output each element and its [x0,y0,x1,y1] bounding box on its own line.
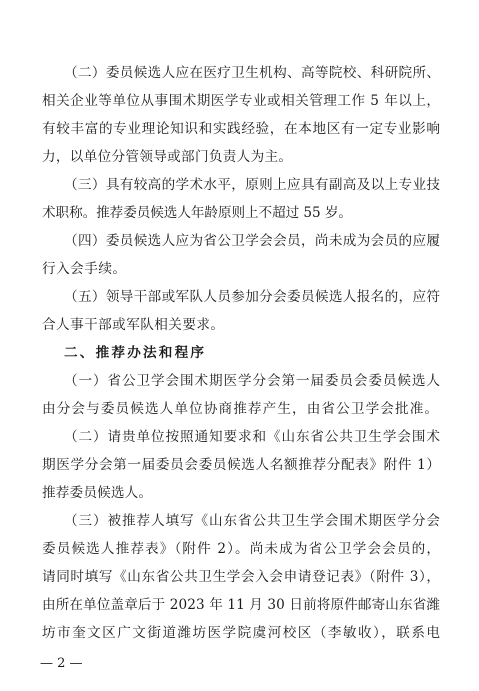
line-text: 坊市奎文区广文街道潍坊医学院虞河校区（李敏收），联系电 [42,625,442,641]
paragraph-line [0,484,479,502]
line-text: 合人事干部或军队相关要求。 [42,317,225,333]
line-text: （二）请贵单位按照通知要求和《山东省公共卫生学会围术 [64,429,441,445]
paragraph-line [0,92,479,110]
paragraph-line [0,204,479,222]
line-text: 相关企业等单位从事围术期医学专业或相关管理工作 5 年以上， [42,93,441,109]
paragraph-line [0,456,479,474]
paragraph-line [0,148,479,166]
section-heading [0,344,479,362]
paragraph-line [0,316,479,334]
line-text: 由分会与委员候选人单位协商推荐产生，由省公卫学会批准。 [42,401,440,417]
line-text: 力，以单位分管领导或部门负责人为主。 [42,149,293,165]
paragraph-line [0,260,479,278]
paragraph-line [0,120,479,138]
line-text: （二）委员候选人应在医疗卫生机构、高等院校、科研院所、 [64,65,441,81]
paragraph-line [0,372,479,390]
line-text: 推荐委员候选人。 [42,485,153,501]
line-text: 由所在单位盖章后于 2023 年 11 月 30 日前将原件邮寄山东省潍 [42,597,441,613]
line-text: 术职称。推荐委员候选人年龄原则上不超过 55 岁。 [42,205,352,221]
paragraph-line [0,512,479,530]
paragraph-line [0,568,479,586]
line-text: 请同时填写《山东省公共卫生学会入会申请登记表》（附件 3）， [42,569,441,585]
line-text: （三）具有较高的学术水平，原则上应具有副高及以上专业技 [64,177,441,193]
paragraph-line [0,288,479,306]
paragraph-line [0,624,479,642]
line-text: 有较丰富的专业理论知识和实践经验，在本地区有一定专业影响 [42,121,441,137]
line-text: （三）被推荐人填写《山东省公共卫生学会围术期医学分会 [64,513,441,529]
page-number: — 2 — [40,656,83,671]
paragraph-line [0,596,479,614]
paragraph-line [0,232,479,250]
line-text: 二、推荐办法和程序 [64,345,207,361]
paragraph-line [0,400,479,418]
paragraph-line [0,176,479,194]
paragraph-line [0,428,479,446]
paragraph-line [0,64,479,82]
line-text: 期医学分会第一届委员会委员候选人名额推荐分配表》附件 1） [42,457,441,473]
line-text: 行入会手续。 [42,261,127,277]
line-text: （四）委员候选人应为省公卫学会会员，尚未成为会员的应履 [64,233,441,249]
line-text: （一）省公卫学会围术期医学分会第一届委员会委员候选人 [64,373,441,389]
line-text: 委员候选人推荐表》（附件 2）。尚未成为省公卫学会会员的， [42,541,442,557]
paragraph-line [0,540,479,558]
line-text: （五）领导干部或军队人员参加分会委员候选人报名的，应符 [64,289,441,305]
